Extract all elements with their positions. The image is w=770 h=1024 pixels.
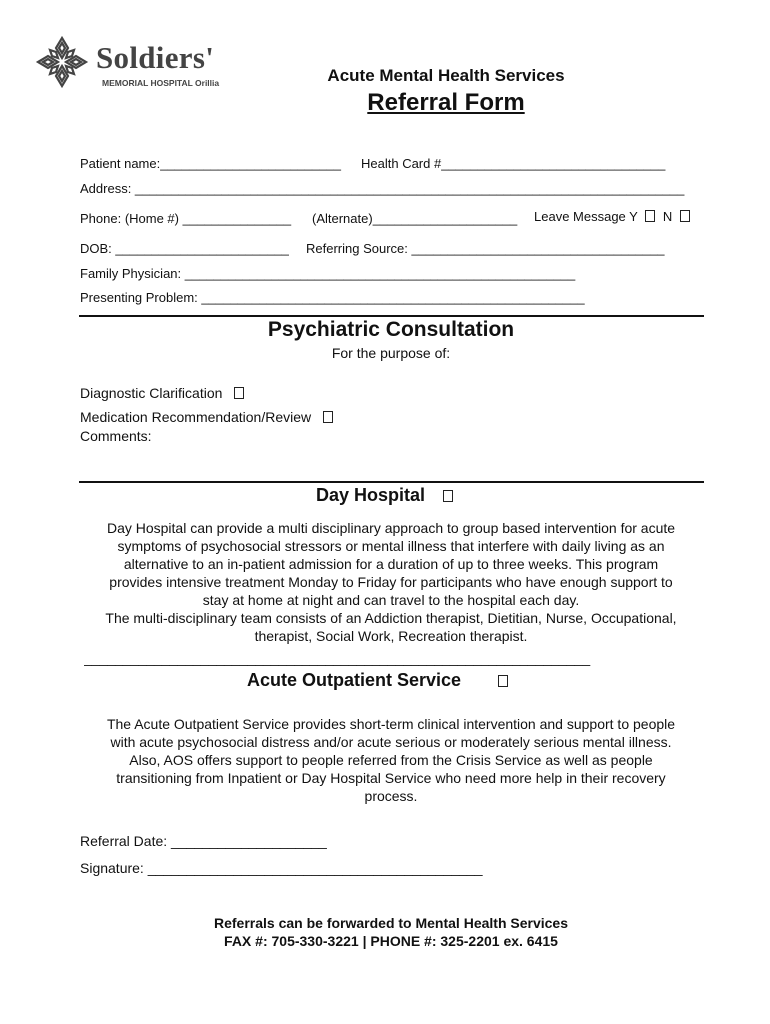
paragraph-line: Also, AOS offers support to people referred from the Crisis Service as well as people: [129, 752, 653, 768]
section-divider: [79, 315, 704, 317]
psychiatric-subtitle: For the purpose of:: [331, 345, 451, 361]
paragraph-line: symptoms of psychosocial stressors or mental illness that interfere with daily living as an: [117, 538, 665, 554]
paragraph-line: therapist, Social Work, Recreation therapist.: [254, 628, 528, 644]
leave-message-label: Leave Message Y: [534, 209, 638, 224]
paragraph-line: with acute psychosocial distress and/or acute serious or moderately serious mental illness.: [110, 734, 672, 750]
flower-emblem-icon: [34, 34, 90, 90]
logo-subtitle: MEMORIAL HOSPITAL Orillia: [102, 78, 220, 88]
medication-review-label: Medication Recommendation/Review: [80, 409, 312, 425]
address-field[interactable]: Address: ____________________________________________________________________________: [80, 181, 685, 196]
aos-heading-group: [247, 670, 508, 691]
patient-name-field[interactable]: Patient name:_________________________: [80, 156, 341, 171]
department-heading: Acute Mental Health Services: [327, 66, 565, 85]
presenting-problem-field[interactable]: Presenting Problem: _____________________________________________________: [80, 290, 585, 305]
paragraph-line: alternative to an in-patient admission for a duration of up to three weeks. This program: [123, 556, 659, 572]
paragraph-line: The multi-disciplinary team consists of an Addiction therapist, Dietitian, Nurse, Occupational,: [105, 610, 677, 626]
paragraph-line: transitioning from Inpatient or Day Hospital Service who need more help in their recovery: [116, 770, 666, 786]
paragraph-line: Day Hospital can provide a multi disciplinary approach to group based intervention for acute: [106, 520, 676, 536]
diagnostic-clarification-label: Diagnostic Clarification: [80, 385, 223, 401]
health-card-field[interactable]: Health Card #_______________________________: [361, 156, 666, 171]
hospital-logo: [34, 34, 244, 94]
page-title: Referral Form: [367, 89, 525, 116]
comments-label: Comments:: [80, 428, 152, 444]
paragraph-line: stay at home at night and can travel to the hospital each day.: [202, 592, 580, 608]
underscore-divider: _________________________________________________________________: [84, 650, 591, 666]
aos-heading: Acute Outpatient Service: [247, 670, 462, 690]
diagnostic-clarification-checkbox[interactable]: [234, 387, 244, 399]
phone-alternate-field[interactable]: (Alternate)____________________: [312, 211, 518, 226]
footer-contact-info: FAX #: 705-330-3221 | PHONE #: 325-2201 ex. 6415: [224, 933, 558, 949]
dob-field[interactable]: DOB: ________________________: [80, 241, 289, 256]
footer-referral-note: Referrals can be forwarded to Mental Health Services: [213, 915, 568, 931]
referring-source-field[interactable]: Referring Source: ___________________________________: [306, 241, 665, 256]
day-hospital-heading-group: [316, 485, 453, 506]
section-divider: [79, 481, 704, 483]
signature-field[interactable]: Signature: ___________________________________________: [80, 860, 483, 876]
phone-home-field[interactable]: Phone: (Home #) _______________: [80, 211, 292, 226]
leave-message-no-label: N: [662, 209, 673, 224]
logo-name: Soldiers': [96, 40, 215, 75]
day-hospital-heading: Day Hospital: [316, 485, 426, 505]
family-physician-field[interactable]: Family Physician: ______________________________________________________: [80, 266, 576, 281]
psychiatric-consultation-heading: Psychiatric Consultation: [267, 318, 515, 341]
paragraph-line: provides intensive treatment Monday to Friday for participants who have enough support to: [109, 574, 673, 590]
medication-review-option: [80, 409, 333, 425]
paragraph-line: The Acute Outpatient Service provides short-term clinical intervention and support to people: [106, 716, 676, 732]
medication-review-checkbox[interactable]: [323, 411, 333, 423]
leave-message-no-checkbox[interactable]: [680, 210, 690, 222]
day-hospital-description: [70, 519, 712, 645]
leave-message-yes-checkbox[interactable]: [645, 210, 655, 222]
paragraph-line: process.: [364, 788, 418, 804]
day-hospital-checkbox[interactable]: [443, 490, 453, 502]
aos-checkbox[interactable]: [498, 675, 508, 687]
aos-description: [70, 715, 712, 805]
leave-message-group: [534, 209, 690, 224]
referral-date-field[interactable]: Referral Date: ____________________: [80, 833, 327, 849]
diagnostic-clarification-option: [80, 385, 244, 401]
